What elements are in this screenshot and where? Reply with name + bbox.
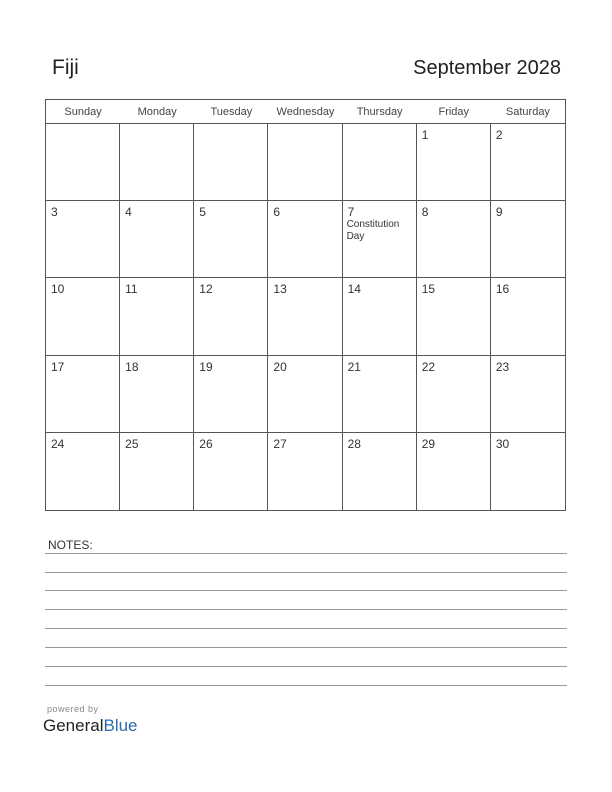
- day-cell: [194, 278, 268, 355]
- day-number: 6: [273, 205, 281, 220]
- day-cell: [120, 356, 194, 433]
- notes-line: [45, 647, 567, 648]
- country-title: Fiji: [52, 56, 79, 79]
- day-cell: [268, 433, 342, 510]
- day-number: 12: [199, 282, 213, 297]
- day-number: 17: [51, 359, 65, 374]
- day-cell: [268, 201, 342, 278]
- day-cell: [268, 356, 342, 433]
- brand-blue: Blue: [103, 716, 138, 735]
- day-number: 14: [347, 282, 361, 297]
- day-cell: [491, 124, 565, 201]
- day-number: 22: [421, 359, 436, 374]
- day-cell: [417, 356, 491, 433]
- day-number: 15: [421, 282, 436, 297]
- day-number: 30: [495, 436, 510, 451]
- weekday-header: Tuesday: [194, 100, 268, 124]
- brand-logo: [43, 716, 138, 736]
- day-cell: [46, 124, 120, 201]
- day-cell: [491, 433, 565, 510]
- day-number: 29: [421, 436, 436, 451]
- weekday-header: Monday: [120, 100, 194, 124]
- day-cell: [417, 124, 491, 201]
- notes-line: [45, 628, 567, 629]
- weekday-header: Wednesday: [268, 100, 342, 124]
- day-number: 16: [495, 282, 510, 297]
- day-number: 1: [421, 128, 429, 142]
- notes-label: NOTES:: [48, 538, 93, 552]
- day-cell: [120, 201, 194, 278]
- notes-line: [45, 590, 567, 591]
- holiday-label: Constitution Day: [346, 219, 400, 243]
- day-cell: [194, 356, 268, 433]
- day-number: 27: [273, 436, 287, 451]
- day-cell: [194, 201, 268, 278]
- day-cell: [491, 201, 565, 278]
- day-cell: [194, 433, 268, 510]
- day-number: 23: [495, 359, 510, 374]
- day-cell: [343, 356, 417, 433]
- weekday-header: Friday: [417, 100, 491, 124]
- day-number: 28: [347, 436, 361, 451]
- day-number: 7: [347, 205, 355, 220]
- weekday-header: Sunday: [46, 100, 120, 124]
- day-cell: [343, 278, 417, 355]
- day-cell: [194, 124, 268, 201]
- day-number: 20: [273, 359, 287, 374]
- day-number: 9: [495, 205, 503, 220]
- day-number: 10: [51, 282, 65, 297]
- day-cell: [268, 278, 342, 355]
- day-number: 8: [421, 205, 429, 220]
- day-number: 24: [51, 436, 65, 451]
- day-number: 4: [125, 205, 132, 220]
- powered-by-text: powered by: [47, 704, 99, 714]
- notes-line: [45, 666, 567, 667]
- day-number: 19: [199, 359, 213, 374]
- day-cell: [343, 201, 417, 278]
- day-number: 21: [347, 359, 361, 374]
- day-number: 3: [51, 205, 58, 220]
- calendar-grid: [45, 99, 566, 511]
- brand-general: General: [43, 716, 104, 735]
- day-cell: [343, 124, 417, 201]
- day-cell: [491, 356, 565, 433]
- notes-line: [45, 553, 567, 554]
- day-number: 5: [199, 205, 206, 220]
- day-cell: [120, 278, 194, 355]
- notes-line: [45, 685, 567, 686]
- day-number: 2: [495, 128, 503, 142]
- notes-line: [45, 609, 567, 610]
- month-year-title: September 2028: [413, 57, 561, 79]
- day-cell: [46, 433, 120, 510]
- day-cell: [417, 201, 491, 278]
- notes-line: [45, 572, 567, 573]
- day-number: 18: [125, 359, 139, 374]
- day-cell: [120, 124, 194, 201]
- day-cell: [417, 433, 491, 510]
- day-cell: [491, 278, 565, 355]
- day-cell: [46, 278, 120, 355]
- weekday-header: Thursday: [343, 100, 417, 124]
- day-cell: [417, 278, 491, 355]
- day-number: 11: [125, 282, 138, 297]
- day-number: 25: [125, 436, 139, 451]
- day-number: 26: [199, 436, 213, 451]
- weekday-header: Saturday: [491, 100, 565, 124]
- day-number: 13: [273, 282, 287, 297]
- day-cell: [343, 433, 417, 510]
- day-cell: [268, 124, 342, 201]
- day-cell: [46, 201, 120, 278]
- day-cell: [46, 356, 120, 433]
- day-cell: [120, 433, 194, 510]
